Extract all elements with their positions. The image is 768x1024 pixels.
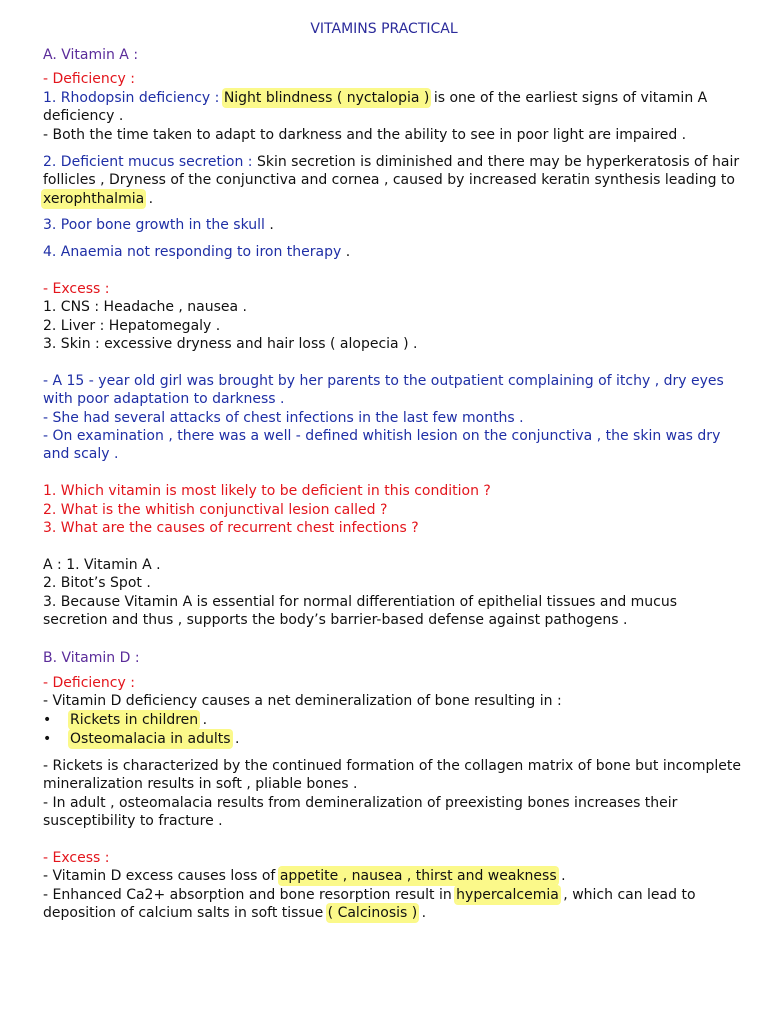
bullet-item-2 xyxy=(43,730,743,748)
excess-1-end: . xyxy=(556,868,566,884)
excess-1-highlight: appetite , nausea , thirst and weakness xyxy=(279,868,557,884)
excess-2-end: . xyxy=(417,905,427,922)
osteomalacia-paragraph: - In adult , osteomalacia results from demineralization of preexisting bones increases their susceptibility to fracture . xyxy=(43,795,678,830)
item-1-text: is one of the earliest signs of vitamin A deficiency . xyxy=(43,90,708,125)
page-title: VITAMINS PRACTICAL xyxy=(310,21,458,37)
section-b-excess-heading: - Excess : xyxy=(43,850,110,866)
excess-2-highlight: hypercalcemia xyxy=(456,887,559,903)
bullet-2-end: . xyxy=(230,731,240,747)
section-a-deficiency-heading: - Deficiency : xyxy=(43,71,135,87)
rickets-paragraph: - Rickets is characterized by the continued formation of the collagen matrix of bone but incomplete mineralization results in soft , pliable bones . xyxy=(43,758,741,793)
section-a-excess-2: 2. Liver : Hepatomegaly . xyxy=(43,318,221,334)
section-b-excess-2 xyxy=(43,886,743,923)
excess-1-text: - Vitamin D excess causes loss of xyxy=(43,868,280,884)
section-a-heading: A. Vitamin A : xyxy=(43,47,139,63)
item-3-end: . xyxy=(264,217,274,233)
section-a-item-4 xyxy=(43,243,743,261)
section-a-excess-heading: - Excess : xyxy=(43,281,110,297)
bullet-icon: • xyxy=(43,712,52,728)
question-2: 2. What is the whitish conjunctival lesion called ? xyxy=(43,502,388,518)
case-line-2: - She had several attacks of chest infections in the last few months . xyxy=(43,410,524,426)
item-2-end: . xyxy=(144,190,154,207)
section-a-item-3 xyxy=(43,216,743,234)
item-3-text: 3. Poor bone growth in the skull xyxy=(43,217,265,233)
excess-2-mid: , which can lead to deposition of calcium salts in soft tissue xyxy=(43,887,696,922)
excess-2-highlight-2: ( Calcinosis ) xyxy=(327,905,418,922)
bullet-icon: • xyxy=(43,731,52,747)
item-1-label: 1. Rhodopsin deficiency : xyxy=(43,90,224,106)
case-line-3: - On examination , there was a well - defined whitish lesion on the conjunctiva , the skin was dry and scaly . xyxy=(43,428,721,463)
question-1: 1. Which vitamin is most likely to be deficient in this condition ? xyxy=(43,483,491,499)
bullet-1-end: . xyxy=(198,712,208,728)
excess-2-text: - Enhanced Ca2+ absorption and bone resorption result in xyxy=(43,887,457,903)
item-2-text: Skin secretion is diminished and there may be hyperkeratosis of hair follicles , Dryness of the conjunctiva and cornea , caused by increased keratin synthesis leading to xyxy=(43,154,740,189)
section-b-heading: B. Vitamin D : xyxy=(43,650,140,666)
question-3: 3. What are the causes of recurrent chest infections ? xyxy=(43,520,419,536)
answer-2: 2. Bitot’s Spot . xyxy=(43,575,151,591)
section-a-excess-3: 3. Skin : excessive dryness and hair loss ( alopecia ) . xyxy=(43,336,418,352)
section-b-excess-1 xyxy=(43,867,743,885)
section-a-item-2 xyxy=(43,153,743,208)
section-b-deficiency-heading: - Deficiency : xyxy=(43,675,135,691)
answer-3: 3. Because Vitamin A is essential for normal differentiation of epithelial tissues and mucus secretion and thus , supports the body’s barrier-based defense against pathogens . xyxy=(43,594,678,629)
case-line-1: - A 15 - year old girl was brought by her parents to the outpatient complaining of itchy , dry eyes with poor adaptation to darkness . xyxy=(43,373,724,408)
section-a-excess-1: 1. CNS : Headache , nausea . xyxy=(43,299,247,315)
bullet-1-highlight: Rickets in children xyxy=(70,712,199,728)
item-4-text: 4. Anaemia not responding to iron therapy xyxy=(43,244,342,260)
bullet-2-highlight: Osteomalacia in adults xyxy=(70,731,231,747)
section-a-item-1 xyxy=(43,89,743,126)
item-2-highlight: xerophthalmia xyxy=(43,190,145,207)
item-1-highlight: Night blindness ( nyctalopia ) xyxy=(223,90,430,106)
section-b-deficiency-intro: - Vitamin D deficiency causes a net demineralization of bone resulting in : xyxy=(43,693,562,709)
bullet-item-1 xyxy=(43,711,743,729)
item-4-end: . xyxy=(341,244,351,260)
item-2-label: 2. Deficient mucus secretion : xyxy=(43,154,257,170)
answer-1: A : 1. Vitamin A . xyxy=(43,557,161,573)
section-a-item-1-note: - Both the time taken to adapt to darkness and the ability to see in poor light are impaired . xyxy=(43,127,687,143)
